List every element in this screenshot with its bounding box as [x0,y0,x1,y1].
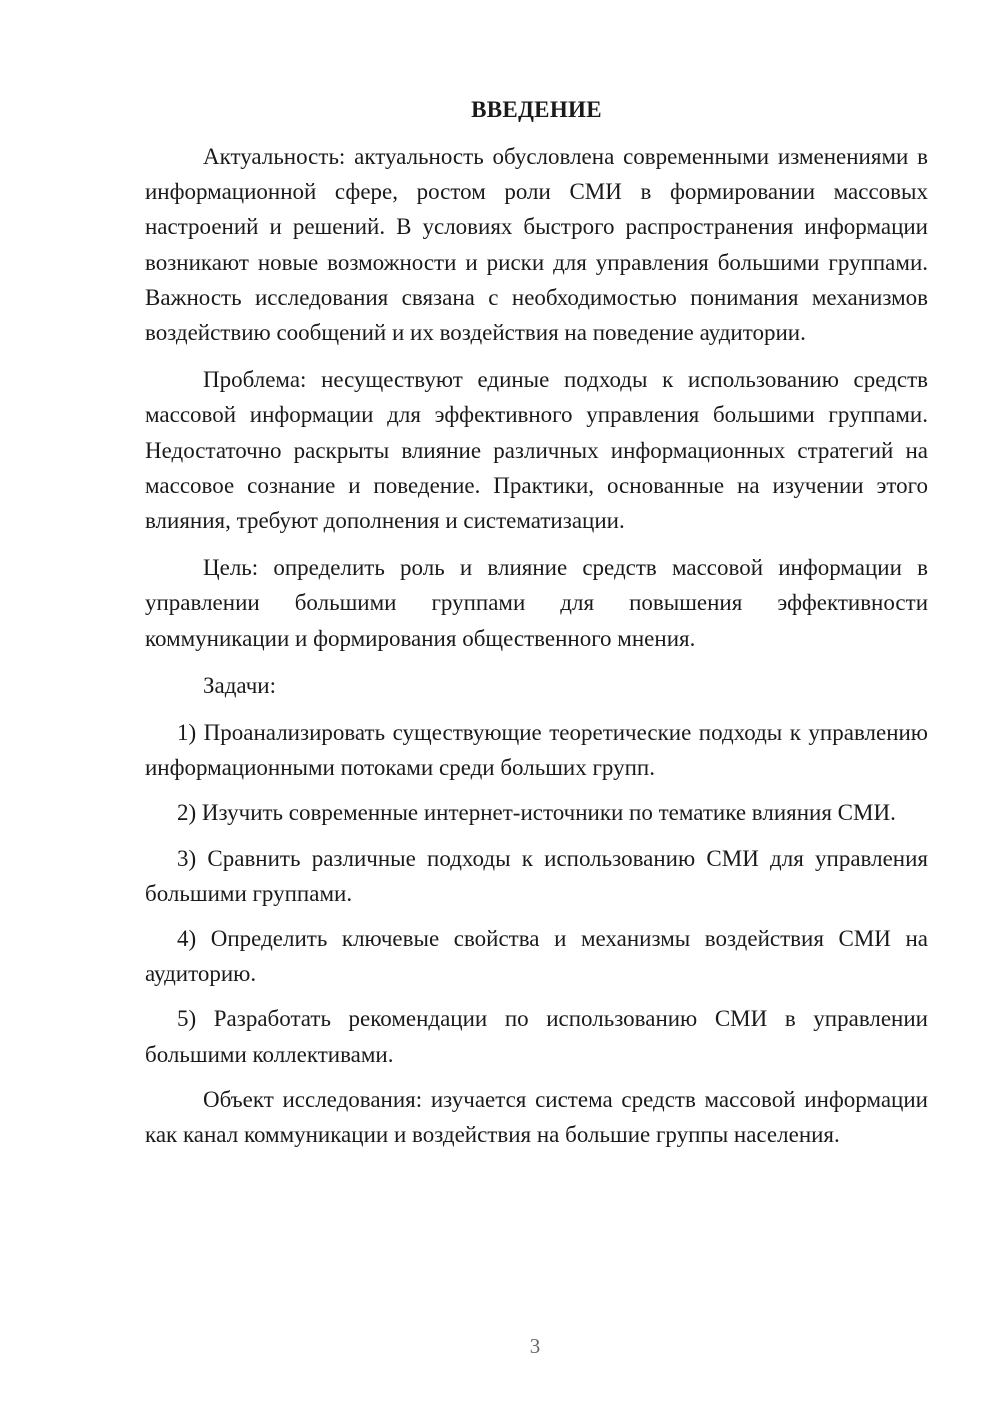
problem-paragraph: Проблема: несуществуют единые подходы к использованию средств массовой информации для эффективного управления большими группами. Недостаточно раскрыты влияние различных информационных стратегий на массовое сознание и поведение. Практики, основанные на изучении этого влияния, требуют дополнения и систематизации. [145,367,928,534]
task-item: 5) Разработать рекомендации по использованию СМИ в управлении большими коллективами. [145,1006,928,1067]
object-paragraph: Объект исследования: изучается система средств массовой информации как канал коммуникации и воздействия на большие группы населения. [145,1086,928,1148]
section-title: ВВЕДЕНИЕ [471,97,602,122]
page-number: 3 [529,1334,541,1358]
task-item: 2) Изучить современные интернет-источники по тематике влияния СМИ. [177,800,896,826]
goal-paragraph: Цель: определить роль и влияние средств массовой информации в управлении большими группами для повышения эффективности коммуникации и формирования общественного мнения. [145,555,928,651]
task-item: 3) Сравнить различные подходы к использованию СМИ для управления большими группами. [145,845,928,906]
relevance-paragraph: Актуальность: актуальность обусловлена современными изменениями в информационной сфере, ростом роли СМИ в формировании массовых настроений и решений. В условиях быстрого распространения информации возникают новые возможности и риски для управления большими группами. Важность исследования связана с необходимостью понимания механизмов воздействию сообщений и их воздействия на поведение аудитории. [145,144,928,346]
task-item: 1) Проанализировать существующие теоретические подходы к управлению информационными потоками среди больших групп. [145,720,928,781]
document-page [145,92,928,1164]
task-item: 4) Определить ключевые свойства и механизмы воздействия СМИ на аудиторию. [145,926,928,987]
tasks-heading: Задачи: [203,672,276,698]
